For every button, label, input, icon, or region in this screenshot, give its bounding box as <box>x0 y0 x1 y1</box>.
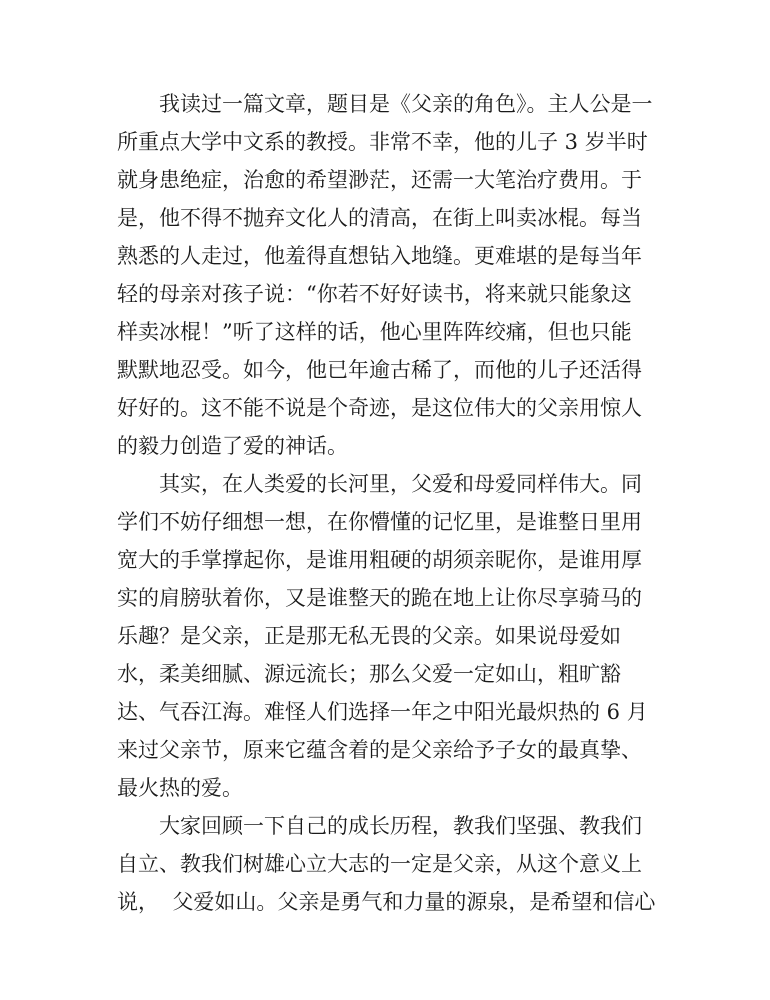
text-line: 宽大的手掌撑起你，是谁用粗硬的胡须亲昵你，是谁用厚 <box>117 548 642 572</box>
text-line: 我读过一篇文章，题目是《父亲的角色》。主人公是一 <box>159 92 653 116</box>
text-line: 好好的。这不能不说是个奇迹，是这位伟大的父亲用惊人 <box>117 396 642 420</box>
text-line: 默默地忍受。如今，他已年逾古稀了，而他的儿子还活得 <box>117 358 642 382</box>
text-line: 轻的母亲对孩子说：“你若不好好读书，将来就只能象这 <box>117 282 632 306</box>
text-line: 最火热的爱。 <box>117 776 243 800</box>
text-line: 大家回顾一下自己的成长历程，教我们坚强、教我们 <box>159 814 642 838</box>
text-line: 样卖冰棍！”听了这样的话，他心里阵阵绞痛，但也只能 <box>117 320 632 344</box>
text-line: 来过父亲节，原来它蕴含着的是父亲给予子女的最真挚、 <box>117 738 642 762</box>
text-line: 是，他不得不抛弃文化人的清高，在街上叫卖冰棍。每当 <box>117 206 642 230</box>
text-line: 达、气吞江海。难怪人们选择一年之中阳光最炽热的 6 月 <box>117 700 648 724</box>
text-line: 实的肩膀驮着你，又是谁整天的跪在地上让你尽享骑马的 <box>117 586 642 610</box>
text-line: 其实，在人类爱的长河里，父爱和母爱同样伟大。同 <box>159 472 642 496</box>
text-line: 就身患绝症，治愈的希望渺茫，还需一大笔治疗费用。于 <box>117 168 642 192</box>
text-line: 自立、教我们树雄心立大志的一定是父亲，从这个意义上 <box>117 852 642 876</box>
text-line: 乐趣？是父亲，正是那无私无畏的父亲。如果说母爱如 <box>117 624 621 648</box>
text-line: 所重点大学中文系的教授。非常不幸，他的儿子 3 岁半时 <box>117 130 648 154</box>
text-line: 熟悉的人走过，他羞得直想钻入地缝。更难堪的是每当年 <box>117 244 642 268</box>
text-line: 学们不妨仔细想一想，在你懵懂的记忆里，是谁整日里用 <box>117 510 642 534</box>
text-line: 说， 父爱如山。父亲是勇气和力量的源泉，是希望和信心 <box>117 890 656 914</box>
text-line: 水，柔美细腻、源远流长；那么父爱一定如山，粗旷豁 <box>117 662 621 686</box>
text-line: 的毅力创造了爱的神话。 <box>117 434 348 458</box>
